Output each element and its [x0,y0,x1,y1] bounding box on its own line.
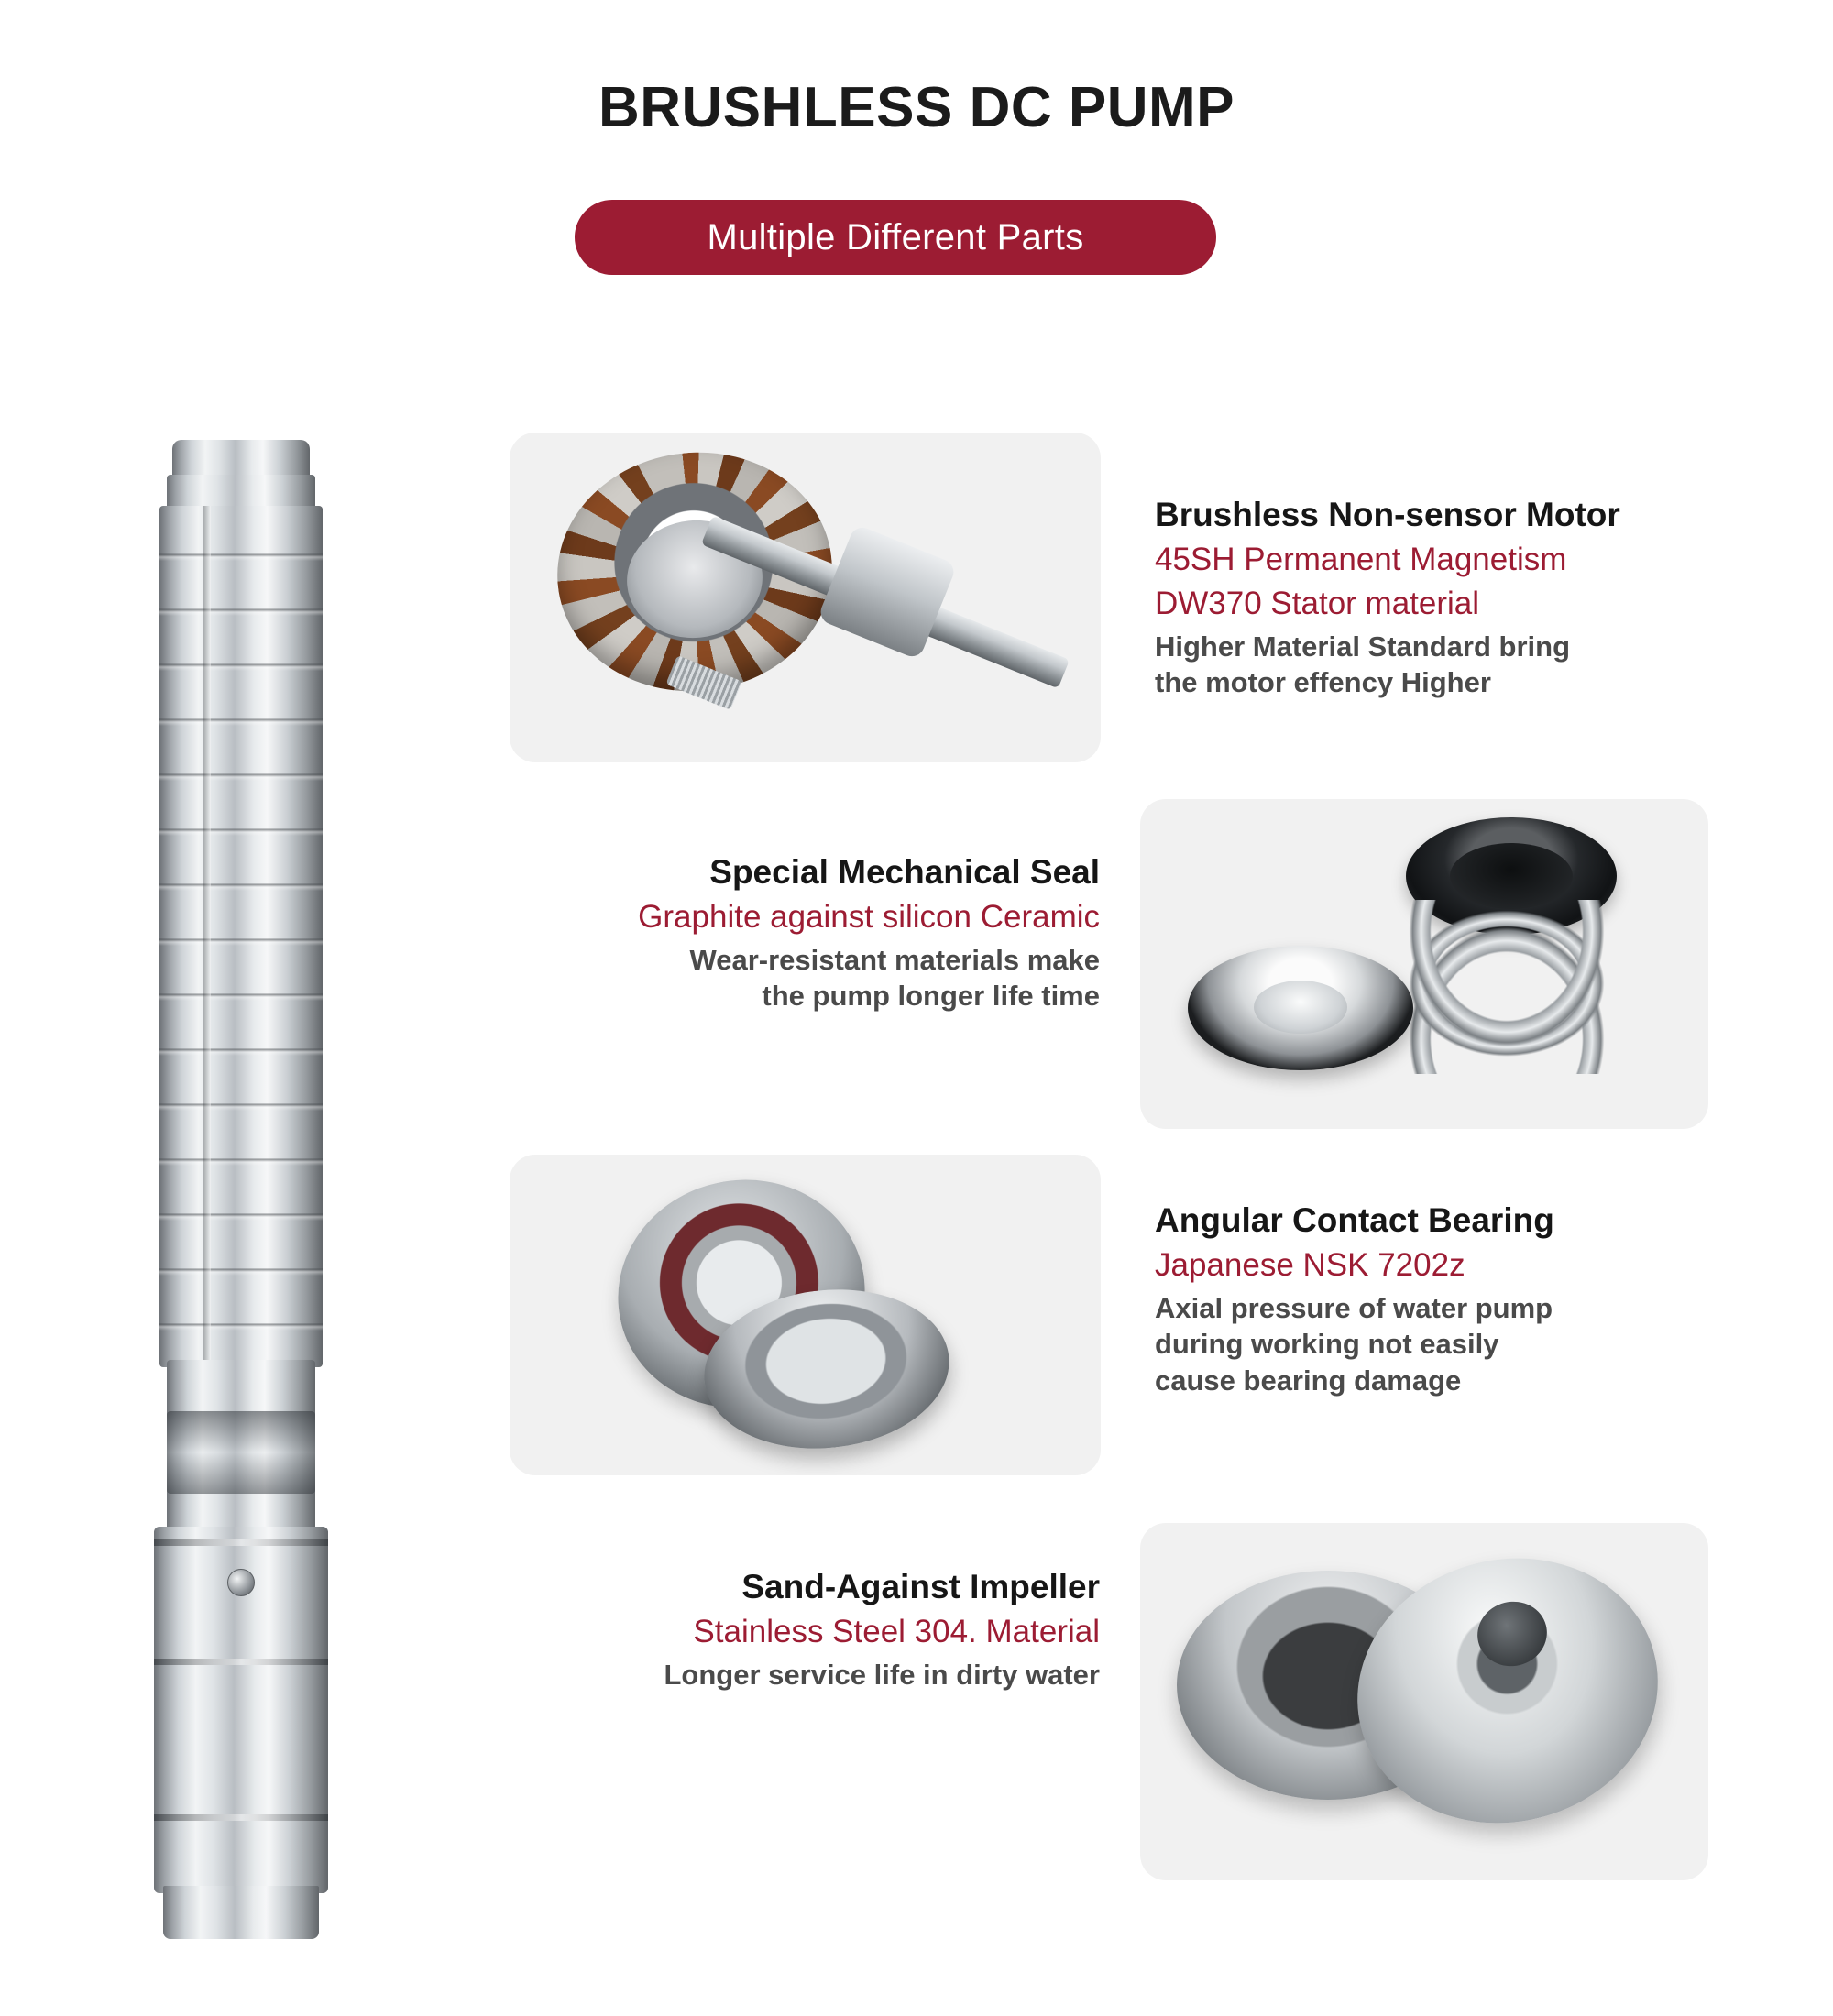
pump-base-foot [163,1886,319,1939]
feature-title-motor: Brushless Non-sensor Motor [1155,496,1620,533]
feature-desc2-motor: the motor effency Higher [1155,666,1491,699]
pump-coupling-detail [167,1411,315,1494]
subtitle-badge [575,200,1216,275]
feature-title-seal: Special Mechanical Seal [709,853,1100,891]
seal-stationary-ring-photo [1188,946,1413,1070]
feature-accent1-seal: Graphite against silicon Ceramic [638,898,1100,935]
feature-accent1-bearing: Japanese NSK 7202z [1155,1246,1465,1283]
feature-title-bearing: Angular Contact Bearing [1155,1201,1554,1239]
feature-desc2-seal: the pump longer life time [762,980,1100,1013]
feature-text-bearing [1155,1200,1796,1399]
feature-text-impeller [495,1567,1100,1693]
impeller-disc-photo [1329,1527,1685,1854]
feature-text-seal [495,852,1100,1014]
pump-product-image [110,440,376,1943]
pump-illustration [147,440,339,1943]
pump-motor-band-bottom [154,1814,328,1821]
feature-title-impeller: Sand-Against Impeller [741,1568,1100,1605]
feature-desc1-impeller: Longer service life in dirty water [664,1658,1100,1691]
feature-accent1-motor: 45SH Permanent Magnetism [1155,541,1567,577]
feature-desc1-seal: Wear-resistant materials make [689,943,1100,976]
pump-stage-rings [159,506,323,1367]
bearing-image-tile [510,1155,1101,1475]
motor-image-tile [510,433,1101,762]
feature-text-motor [1155,495,1796,701]
pump-motor-band-mid [154,1659,328,1665]
pump-motor-band-top [154,1539,328,1546]
feature-accent2-motor: DW370 Stator material [1155,585,1480,621]
feature-accent1-impeller: Stainless Steel 304. Material [693,1613,1100,1649]
feature-desc1-motor: Higher Material Standard bring [1155,630,1571,663]
page-title: BRUSHLESS DC PUMP [598,76,1235,139]
feature-desc1-bearing: Axial pressure of water pump [1155,1291,1553,1324]
seal-image-tile [1140,799,1708,1129]
feature-desc2-bearing: during working not easily [1155,1328,1499,1361]
impeller-image-tile [1140,1523,1708,1880]
subtitle-badge-label: Multiple Different Parts [707,216,1084,257]
pump-bolt-icon [227,1569,255,1596]
seal-spring-photo [1386,900,1628,1074]
feature-desc3-bearing: cause bearing damage [1155,1364,1462,1397]
pump-stack-seam [203,506,211,1367]
